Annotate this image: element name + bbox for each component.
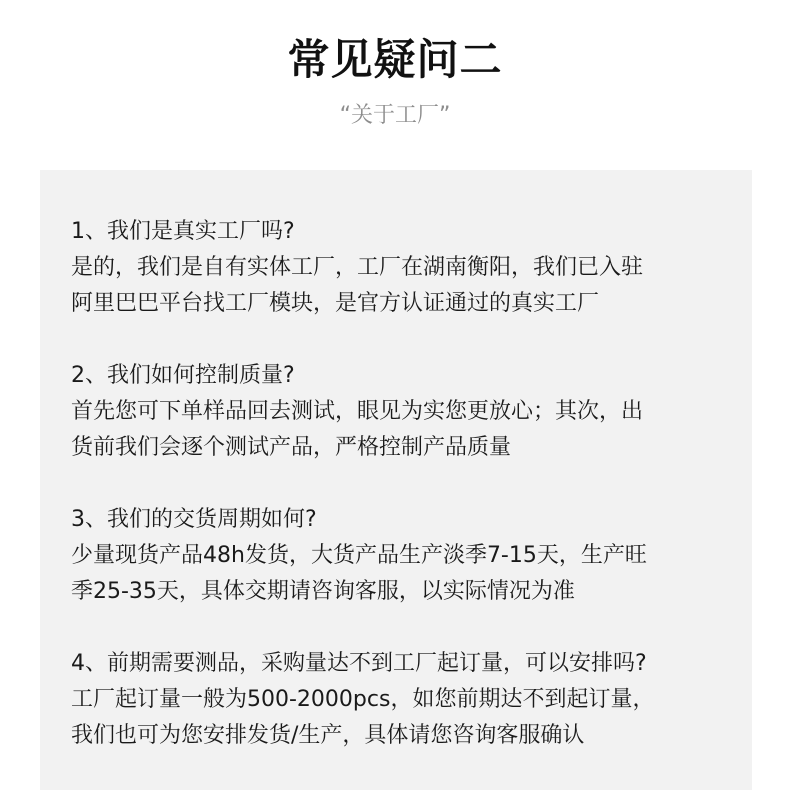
faq-question: 1、我们是真实工厂吗? — [71, 219, 295, 244]
faq-answer-line: 阿里巴巴平台找工厂模块，是官方认证通过的真实工厂 — [71, 291, 600, 316]
faq-item-factory — [71, 214, 752, 322]
faq-item-delivery — [71, 502, 752, 610]
faq-item-moq — [71, 646, 752, 754]
faq-question: 2、我们如何控制质量? — [71, 363, 295, 388]
faq-question: 4、前期需要测品，采购量达不到工厂起订量，可以安排吗? — [71, 651, 647, 676]
page-title: 常见疑问二 — [287, 35, 503, 84]
faq-answer-line: 少量现货产品48h发货，大货产品生产淡季7-15天，生产旺 — [71, 543, 647, 568]
faq-answer-line: 工厂起订量一般为500-2000pcs，如您前期达不到起订量， — [71, 687, 655, 712]
faq-question: 3、我们的交货周期如何? — [71, 507, 317, 532]
page-subtitle: “关于工厂” — [339, 103, 451, 128]
faq-answer-line: 季25-35天，具体交期请咨询客服，以实际情况为准 — [71, 579, 575, 604]
faq-answer-line: 货前我们会逐个测试产品，严格控制产品质量 — [71, 435, 512, 460]
faq-answer-line: 首先您可下单样品回去测试，眼见为实您更放心；其次，出 — [71, 399, 644, 424]
faq-item-quality — [71, 358, 752, 466]
faq-answer-line: 是的，我们是自有实体工厂，工厂在湖南衡阳，我们已入驻 — [71, 255, 644, 280]
faq-panel — [40, 170, 752, 790]
faq-answer-line: 我们也可为您安排发货/生产，具体请您咨询客服确认 — [71, 723, 585, 748]
